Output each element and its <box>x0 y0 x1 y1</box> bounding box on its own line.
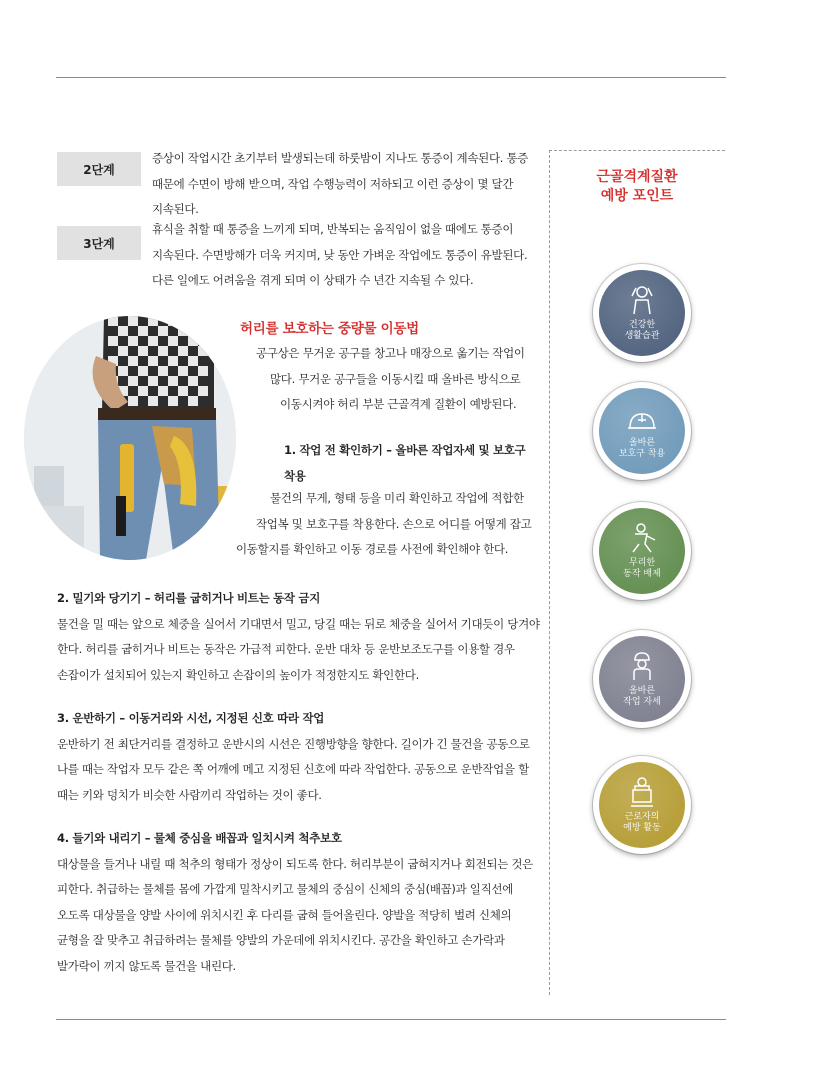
step-2-block <box>57 586 540 688</box>
stage-3-line: 지속된다. 수면방해가 더욱 커지며, 낮 동안 가벼운 작업에도 통증이 유발된다. <box>152 247 528 262</box>
sidebar-title <box>549 168 725 206</box>
sidebar-divider <box>549 150 550 995</box>
worker-crouch-icon <box>625 522 659 554</box>
step-1-heading-line: 1. 작업 전 확인하기 – 올바른 작업자세 및 보호구 <box>284 443 526 457</box>
sidebar-title-line: 예방 포인트 <box>600 188 674 204</box>
step-3-line: 운반하기 전 최단거리를 결정하고 운반시의 시선은 진행방향을 향한다. 길이가 긴 물건을 공동으로 <box>57 736 530 751</box>
worker-illustration <box>24 316 236 560</box>
step-1-heading-line: 착용 <box>284 468 306 483</box>
prevention-point-healthy-lifestyle <box>593 264 691 362</box>
prevention-point-label: 건강한 생활습관 <box>624 320 660 341</box>
step-4-line: 균형을 잘 맞추고 취급하려는 물체를 양발의 가운데에 위치시킨다. 공간을 확인하고 손가락과 <box>57 933 505 947</box>
step-2-line: 물건을 밀 때는 앞으로 체중을 실어서 기대면서 밀고, 당길 때는 뒤로 체중을 실어서 기대듯이 당겨야 <box>57 616 540 631</box>
worker-posture-icon <box>626 650 658 682</box>
stage-3-label: 3단계 <box>57 226 141 260</box>
intro-paragraph <box>256 341 525 418</box>
sidebar-top-border <box>549 150 725 151</box>
healthy-person-icon <box>624 284 660 316</box>
step-1-line: 물건의 무게, 형태 등을 미리 확인하고 작업에 적합한 <box>270 491 524 505</box>
stage-2-label: 2단계 <box>57 152 141 186</box>
prevention-point-protective-gear <box>593 382 691 480</box>
prevention-point-label: 올바른 작업 자세 <box>623 686 661 707</box>
worker-toolbelt-photo <box>24 316 236 560</box>
intro-line: 이동시켜야 허리 부분 근골격계 질환이 예방된다. <box>280 397 517 411</box>
stage-3-text <box>152 217 532 294</box>
step-4-block <box>57 826 533 979</box>
prevention-point-avoid-strain <box>593 502 691 600</box>
prevention-point-worker-activity <box>593 756 691 854</box>
prevention-point-label: 근로자의 예방 활동 <box>623 812 661 833</box>
header-rule <box>56 77 726 78</box>
prevention-point-correct-posture <box>593 630 691 728</box>
step-1-body <box>236 486 531 563</box>
step-3-line: 때는 키와 덩치가 비슷한 사람끼리 작업하는 것이 좋다. <box>57 787 322 802</box>
step-4-line: 대상물을 들거나 내릴 때 척추의 형태가 정상이 되도록 한다. 허리부분이 굽혀지거나 회전되는 것은 <box>57 856 533 871</box>
step-4-heading: 4. 들기와 내리기 – 물체 중심을 배꼽과 일치시켜 척추보호 <box>57 831 342 845</box>
prevention-point-label: 무리한 동작 배제 <box>623 558 661 579</box>
step-3-block <box>57 706 530 808</box>
step-3-line: 나를 때는 작업자 모두 같은 쪽 어깨에 메고 지정된 신호에 따라 작업한다. 공동으로 운반작업을 할 <box>57 762 529 776</box>
stage-3-line: 다른 일에도 어려움을 겪게 되며 이 상태가 수 년간 지속될 수 있다. <box>152 273 474 287</box>
step-1-line: 이동할지를 확인하고 이동 경로를 사전에 확인해야 한다. <box>236 542 509 556</box>
step-2-line: 한다. 허리를 굽히거나 비트는 동작은 가급적 피한다. 운반 대차 등 운반보조도구를 이용할 경우 <box>57 642 515 656</box>
step-2-heading: 2. 밀기와 당기기 – 허리를 굽히거나 비트는 동작 금지 <box>57 591 321 605</box>
step-4-line: 발가락이 끼지 않도록 물건을 내린다. <box>57 958 236 973</box>
worker-activity-icon <box>625 776 659 808</box>
step-4-line: 오도록 대상물을 양발 사이에 위치시킨 후 다리를 굽혀 들어올린다. 양발을 적당히 벌려 신체의 <box>57 907 512 922</box>
footer-rule <box>56 1019 726 1020</box>
step-4-line: 피한다. 취급하는 물체를 몸에 가깝게 밀착시키고 물체의 중심이 신체의 중심(배꼽)과 일직선에 <box>57 882 514 896</box>
step-3-heading: 3. 운반하기 – 이동거리와 시선, 지정된 신호 따라 작업 <box>57 711 325 725</box>
sidebar-title-line: 근골격계질환 <box>596 169 678 185</box>
stage-2-line: 증상이 작업시간 초기부터 발생되는데 하룻밤이 지나도 통증이 계속된다. 통증 <box>152 151 529 165</box>
step-2-line: 손잡이가 설치되어 있는지 확인하고 손잡이의 높이가 적정한지도 확인한다. <box>57 667 419 682</box>
stage-2-line: 때문에 수면이 방해 받으며, 작업 수행능력이 저하되고 이런 증상이 몇 달간 <box>152 176 514 191</box>
intro-line: 많다. 무거운 공구들을 이동시킬 때 올바른 방식으로 <box>270 371 521 386</box>
step-1-heading <box>284 438 525 489</box>
prevention-point-circle <box>599 762 685 848</box>
stage-3-line: 휴식을 취할 때 통증을 느끼게 되며, 반복되는 움직임이 없을 때에도 통증이 <box>152 222 514 236</box>
prevention-point-circle <box>599 636 685 722</box>
section-title: 허리를 보호하는 중량물 이동법 <box>240 321 419 337</box>
helmet-icon <box>626 408 658 434</box>
stage-2-text <box>152 146 532 223</box>
intro-line: 공구상은 무거운 공구를 창고나 매장으로 옮기는 작업이 <box>256 346 525 360</box>
step-1-line: 작업복 및 보호구를 착용한다. 손으로 어디를 어떻게 잡고 <box>256 516 532 531</box>
prevention-point-label: 올바른 보호구 착용 <box>618 438 666 459</box>
prevention-point-circle <box>599 508 685 594</box>
prevention-point-circle <box>599 388 685 474</box>
prevention-point-circle <box>599 270 685 356</box>
stage-2-line: 지속된다. <box>152 202 199 216</box>
